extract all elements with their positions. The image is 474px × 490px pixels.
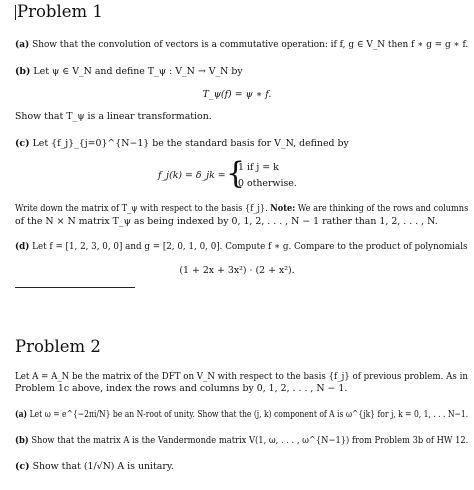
p2-part-b-label: (b): [15, 435, 29, 446]
problem1-part-c: [15, 138, 349, 150]
part-b-formula: T_ψ(f) = ψ ∗ f.: [202, 89, 272, 100]
problem2-part-b: [15, 435, 468, 447]
part-d-text: Let f = [1, 2, 3, 0, 0] and g = [2, 0, 1, 0, 0]. Compute f ∗ g. Compare to the product of polynomials: [32, 241, 468, 252]
p2-part-a-text: Let ω = e^{−2πi/N} be an N-root of unity. Show that the (j, k) component of A is ω^{jk} for j, k = 0, 1, . . . N−1.: [29, 409, 469, 420]
part-b-label: (b): [15, 66, 31, 77]
p2-part-c-text: Show that (1/√N) A is unitary.: [32, 461, 174, 472]
problem1-part-b: [15, 66, 243, 78]
part-c-after-line2: of the N × N matrix T_ψ as being indexed by 0, 1, 2, . . . , N − 1 rather than 1, 2, . . . , N.: [15, 216, 438, 227]
part-d-formula: (1 + 2x + 3x²) · (2 + x²).: [179, 265, 295, 276]
separator-line: [15, 287, 135, 288]
problem2-part-a: [15, 409, 468, 421]
problem2-intro-line1: Let A = A_N be the matrix of the DFT on V_N with respect to the basis {f_j} of previous problem. As in: [15, 371, 468, 382]
part-c-case2: 0 otherwise.: [238, 178, 297, 189]
problem1-part-d: [15, 241, 468, 253]
p2-part-c-label: (c): [15, 461, 30, 472]
problem1-title: Problem 1: [17, 2, 103, 21]
part-d-label: (d): [15, 241, 30, 252]
part-b-after: Show that T_ψ is a linear transformation.: [15, 111, 212, 122]
problem1-part-a: [15, 39, 468, 51]
part-c-after-line1: [15, 203, 468, 215]
part-c-case1: 1 if j = k: [238, 162, 279, 173]
part-a-label: (a): [15, 39, 30, 50]
p2-part-b-text: Show that the matrix A is the Vandermonde matrix V(1, ω, . . . , ω^{N−1}) from Problem 3b of HW 12.: [31, 435, 469, 446]
problem2-intro-line2: Problem 1c above, index the rows and columns by 0, 1, 2, . . . , N − 1.: [15, 383, 348, 394]
part-c-text: Let {f_j}_{j=0}^{N−1} be the standard basis for V_N, defined by: [32, 138, 349, 149]
part-c-label: (c): [15, 138, 30, 149]
part-a-text: Show that the convolution of vectors is a commutative operation: if f, g ∈ V_N then f ∗ g = g ∗ f.: [32, 39, 469, 50]
part-c-after-lead: Write down the matrix of T_ψ with respect to the basis {f_j}.: [15, 203, 268, 214]
part-b-text: Let ψ ∈ V_N and define T_ψ : V_N → V_N by: [33, 66, 243, 77]
part-c-formula-lhs: f_j(k) = δ_jk =: [158, 170, 226, 181]
problem2-part-c: [15, 461, 174, 473]
p2-part-a-label: (a): [15, 409, 28, 420]
cases-brace: {: [226, 156, 246, 191]
problem2-title: Problem 2: [15, 337, 101, 356]
text-cursor: [15, 5, 16, 20]
part-c-note-label: Note:: [270, 203, 296, 214]
part-c-after-rest: We are thinking of the rows and columns: [297, 203, 469, 214]
